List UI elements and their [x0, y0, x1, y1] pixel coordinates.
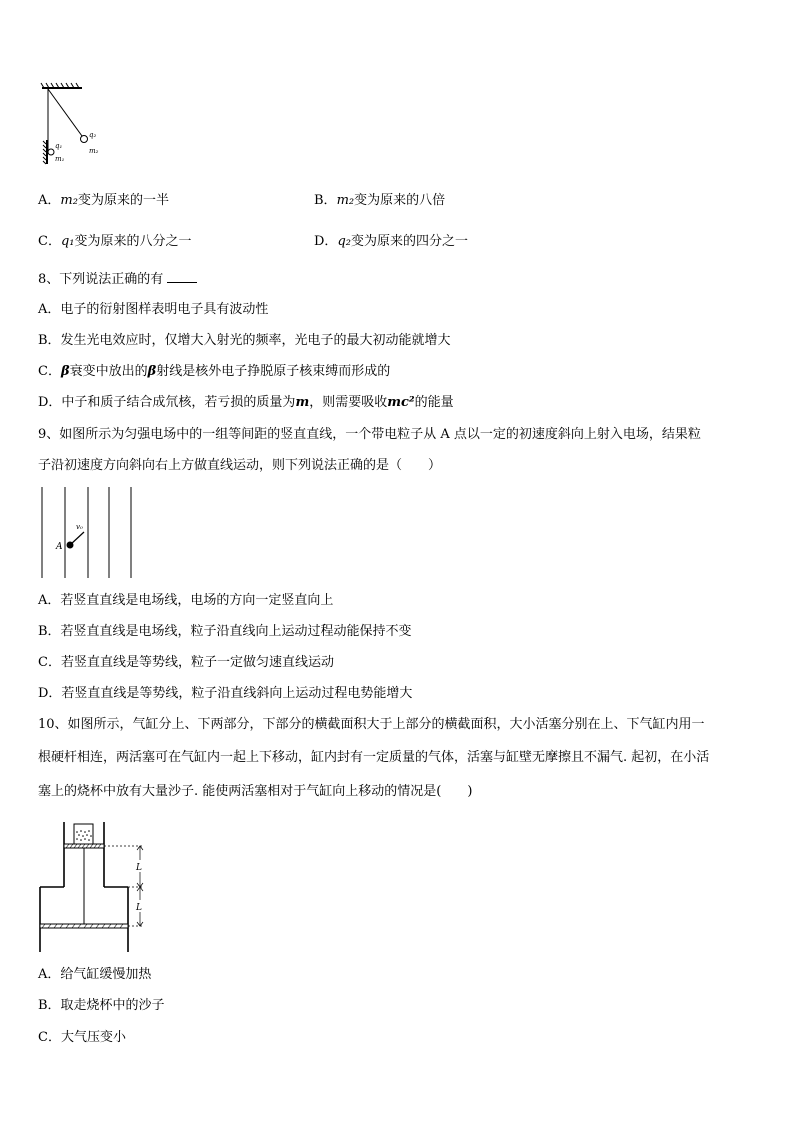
label-m2: m₂ — [89, 147, 99, 155]
pendulum-figure — [38, 82, 118, 172]
q8-option-a[interactable]: A．电子的衍射图样表明电子具有波动性 — [38, 302, 269, 317]
q8-option-d[interactable]: D．中子和质子结合成氘核，若亏损的质量为m，则需要吸收mc²的能量 — [38, 395, 454, 410]
q9-option-d[interactable]: D．若竖直直线是等势线，粒子沿直线斜向上运动过程电势能增大 — [38, 686, 413, 701]
q9-option-c[interactable]: C．若竖直直线是等势线，粒子一定做匀速直线运动 — [38, 655, 334, 670]
q7-option-a[interactable]: A．m₂变为原来的一半 — [38, 193, 169, 208]
q10-stem-line2: 根硬杆相连，两活塞可在气缸内一起上下移动，缸内封有一定质量的气体，活塞与缸壁无摩擦且不漏气. 起初，在小活 — [38, 750, 710, 765]
q10-option-c[interactable]: C．大气压变小 — [38, 1030, 126, 1045]
electric-field-figure — [38, 485, 138, 580]
gas-cylinder-figure — [36, 820, 151, 955]
q9-option-b[interactable]: B．若竖直直线是电场线，粒子沿直线向上运动过程动能保持不变 — [38, 624, 412, 639]
q8-stem: 8、下列说法正确的有 — [38, 270, 197, 289]
q7-option-c[interactable]: C．q₁变为原来的八分之一 — [38, 234, 192, 249]
label-v0: v₀ — [76, 523, 83, 531]
q8-option-b[interactable]: B．发生光电效应时，仅增大入射光的频率，光电子的最大初动能就增大 — [38, 333, 451, 348]
answer-blank[interactable] — [167, 270, 197, 283]
q10-option-a[interactable]: A．给气缸缓慢加热 — [38, 967, 152, 982]
label-L-lower: L — [136, 903, 142, 913]
q10-stem-line1: 10、如图所示，气缸分上、下两部分，下部分的横截面积大于上部分的横截面积，大小活塞分别在上、下气缸内用一 — [38, 717, 705, 732]
label-L-upper: L — [136, 863, 142, 873]
q8-option-c[interactable]: C．β衰变中放出的β射线是核外电子挣脱原子核束缚而形成的 — [38, 364, 391, 379]
q9-stem-line1: 9、如图所示为匀强电场中的一组等间距的竖直直线，一个带电粒子从 A 点以一定的初速度斜向上射入电场，结果粒 — [38, 427, 701, 442]
label-point-a: A — [56, 542, 63, 552]
q10-option-b[interactable]: B．取走烧杯中的沙子 — [38, 998, 165, 1013]
label-m1: m₁ — [55, 155, 65, 163]
q9-option-a[interactable]: A．若竖直直线是电场线，电场的方向一定竖直向上 — [38, 593, 334, 608]
label-q1: q₁ — [55, 142, 63, 150]
q10-stem-line3: 塞上的烧杯中放有大量沙子. 能使两活塞相对于气缸向上移动的情况是( ) — [38, 784, 473, 799]
label-q2: q₂ — [89, 131, 97, 139]
q9-stem-line2: 子沿初速度方向斜向右上方做直线运动，则下列说法正确的是（ ） — [38, 458, 442, 473]
q7-option-d[interactable]: D．q₂变为原来的四分之一 — [314, 234, 468, 249]
q7-option-b[interactable]: B．m₂变为原来的八倍 — [314, 193, 446, 208]
